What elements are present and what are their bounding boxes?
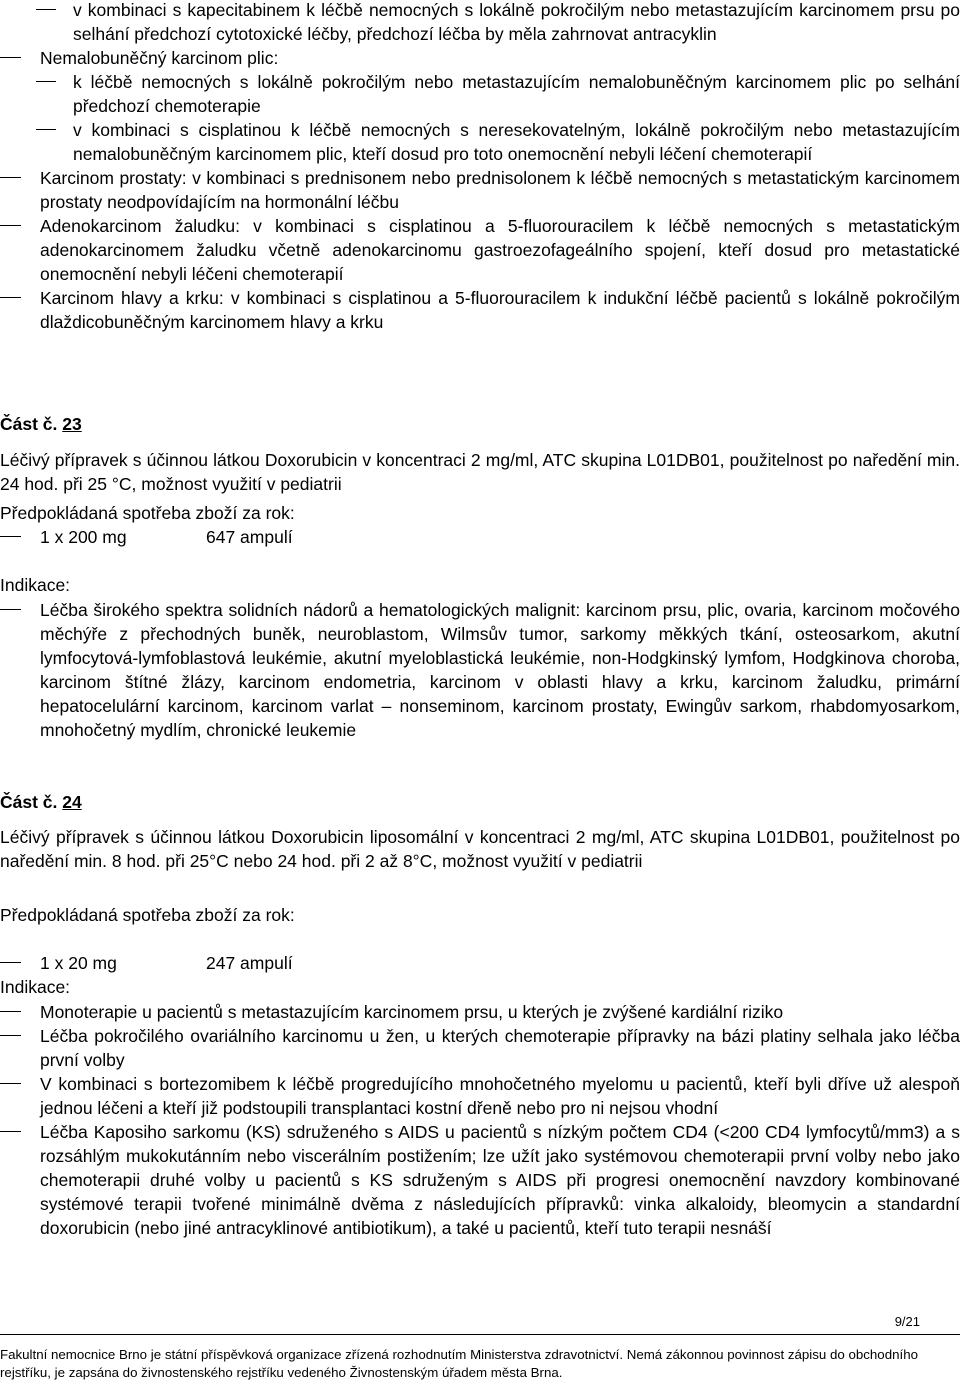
quantity-amount: 1 x 200 mg <box>40 527 127 547</box>
list-item <box>0 46 960 70</box>
part-24-indications-label: Indikace: <box>0 977 71 997</box>
list-item <box>0 214 960 286</box>
indication-list-continued <box>0 0 960 334</box>
dash-bullet <box>36 9 56 10</box>
list-item <box>0 70 960 118</box>
list-item <box>0 0 960 46</box>
list-item-text: v kombinaci s cisplatinou k léčbě nemocných s neresekovatelným, lokálně pokročilým nebo metastazujícím nemalobuněčným karcinomem plic, kteří dosud pro toto onemocnění nebyli léčení chemoterapií <box>73 120 960 164</box>
part-24-heading <box>0 790 960 814</box>
dash-bullet <box>0 609 21 610</box>
part-23-indication-list <box>0 598 960 742</box>
list-item-text: Monoterapie u pacientů s metastazujícím karcinomem prsu, u kterých je zvýšené kardiální riziko <box>40 1002 784 1022</box>
part-heading-number: 24 <box>62 792 82 812</box>
dash-bullet <box>36 81 56 82</box>
list-item-text: Nemalobuněčný karcinom plic: <box>40 48 279 68</box>
dash-bullet <box>0 177 21 178</box>
list-item <box>0 1120 960 1240</box>
list-item <box>0 1072 960 1120</box>
part-24-description: Léčivý přípravek s účinnou látkou Doxorubicin liposomální v koncentraci 2 mg/ml, ATC skupina L01DB01, použitelnost po naředění min. 8 hod. při 25°C nebo 24 hod. při 2 až 8°C, možnost využití v pediatrii <box>0 827 960 871</box>
part-23-consumption-label: Předpokládaná spotřeba zboží za rok: <box>0 503 295 523</box>
dash-bullet <box>0 225 21 226</box>
part-23-description: Léčivý přípravek s účinnou látkou Doxorubicin v koncentraci 2 mg/ml, ATC skupina L01DB01, použitelnost po naředění min. 24 hod. při 25 °C, možnost využití v pediatrii <box>0 450 960 494</box>
dash-bullet <box>0 1011 21 1012</box>
list-item-text: Adenokarcinom žaludku: v kombinaci s cisplatinou a 5-fluorouracilem k léčbě nemocných s metastatickým adenokarcinomem žaludku včetně adenokarcinomu gastroezofageálního spojení, kteří dosud pro metastatické onemocnění nebyli léčeni chemoterapií <box>40 216 960 284</box>
list-item <box>0 118 960 166</box>
quantity-amount: 1 x 20 mg <box>40 953 117 973</box>
footer-text: Fakultní nemocnice Brno je státní příspěvková organizace zřízená rozhodnutím Ministerstva zdravotnictví. Nemá zákonnou povinnost zápisu do obchodního rejstříku, je zapsána do živnostenského rejstříku vedeného Živnostenským úřadem města Brna. <box>0 1347 918 1380</box>
part-23-quantity <box>0 525 960 549</box>
part-23-heading <box>0 412 960 436</box>
dash-bullet <box>0 962 21 963</box>
dash-bullet <box>36 129 56 130</box>
list-item <box>0 598 960 742</box>
list-item-text: V kombinaci s bortezomibem k léčbě progredujícího mnohočetného myelomu u pacientů, kteří byli dříve už alespoň jednou léčeni a kteří již podstoupili transplantaci kostní dřeně nebo pro ni nejsou vhodní <box>40 1074 960 1118</box>
dash-bullet <box>0 536 21 537</box>
dash-bullet <box>0 1083 21 1084</box>
list-item-text: v kombinaci s kapecitabinem k léčbě nemocných s lokálně pokročilým nebo metastazujícím karcinomem prsu po selhání předchozí cytotoxické léčby, předchozí léčba by měla zahrnovat antracyklin <box>73 0 960 44</box>
list-item <box>0 1024 960 1072</box>
list-item-text: k léčbě nemocných s lokálně pokročilým nebo metastazujícím nemalobuněčným karcinomem plic po selhání předchozí chemoterapie <box>73 72 960 116</box>
part-24-indication-list <box>0 1000 960 1240</box>
quantity-count: 247 ampulí <box>206 953 293 973</box>
list-item-text: Léčba pokročilého ovariálního karcinomu u žen, u kterých chemoterapie přípravky na bázi platiny selhala jako léčba první volby <box>40 1026 960 1070</box>
list-item <box>0 286 960 334</box>
part-heading-number: 23 <box>62 414 82 434</box>
part-23-indications-label: Indikace: <box>0 575 71 595</box>
dash-bullet <box>0 1131 21 1132</box>
dash-bullet <box>0 1035 21 1036</box>
part-heading-prefix: Část č. <box>0 414 63 434</box>
footer-divider <box>0 1334 960 1335</box>
dash-bullet <box>0 57 21 58</box>
part-24-consumption-label: Předpokládaná spotřeba zboží za rok: <box>0 905 295 925</box>
dash-bullet <box>0 297 21 298</box>
list-item <box>0 166 960 214</box>
list-item-text: Léčba Kaposiho sarkomu (KS) sdruženého s AIDS u pacientů s nízkým počtem CD4 (<200 CD4 lymfocytů/mm3) a s rozsáhlým mukokutánním nebo viscerálním postižením; lze užít jako systémovou chemoterapii první volby nebo jako chemoterapii druhé volby u pacientů s KS sdruženým s AIDS při progresi onemocnění navzdory kombinované systémové terapii tvořené minimálně dvěma z následujících přípravků: vinka alkaloidy, bleomycin a standardní doxorubicin (nebo jiné antracyklinové antibiotikum), a také u pacientů, kteří tuto terapii nesnáší <box>40 1122 960 1238</box>
page-number: 9/21 <box>894 1314 920 1329</box>
list-item-text: Karcinom hlavy a krku: v kombinaci s cisplatinou a 5-fluorouracilem k indukční léčbě pacientů s lokálně pokročilým dlaždicobuněčným karcinomem hlavy a krku <box>40 288 960 332</box>
list-item <box>0 1000 960 1024</box>
list-item-text: Léčba širokého spektra solidních nádorů a hematologických malignit: karcinom prsu, plic, ovaria, karcinom močového měchýře z přechodných buněk, neuroblastom, Wilmsův tumor, sarkomy měkkých tkání, osteosarkom, akutní lymfocytová-lymfoblastová leukémie, akutní myeloblastická leukémie, non-Hodgkinský lymfom, Hodgkinova choroba, karcinom štítné žlázy, karcinom endometria, karcinom v oblasti hlavy a krku, karcinom žaludku, primární hepatocelulární karcinom, karcinom varlat – nonseminom, karcinom prostaty, Ewingův sarkom, rhabdomyosarkom, mnohočetný mydlím, chronické leukemie <box>40 600 960 740</box>
quantity-count: 647 ampulí <box>206 527 293 547</box>
part-24-quantity <box>0 951 960 975</box>
part-heading-prefix: Část č. <box>0 792 63 812</box>
list-item-text: Karcinom prostaty: v kombinaci s prednisonem nebo prednisolonem k léčbě nemocných s metastatickým karcinomem prostaty neodpovídajícím na hormonální léčbu <box>40 168 960 212</box>
